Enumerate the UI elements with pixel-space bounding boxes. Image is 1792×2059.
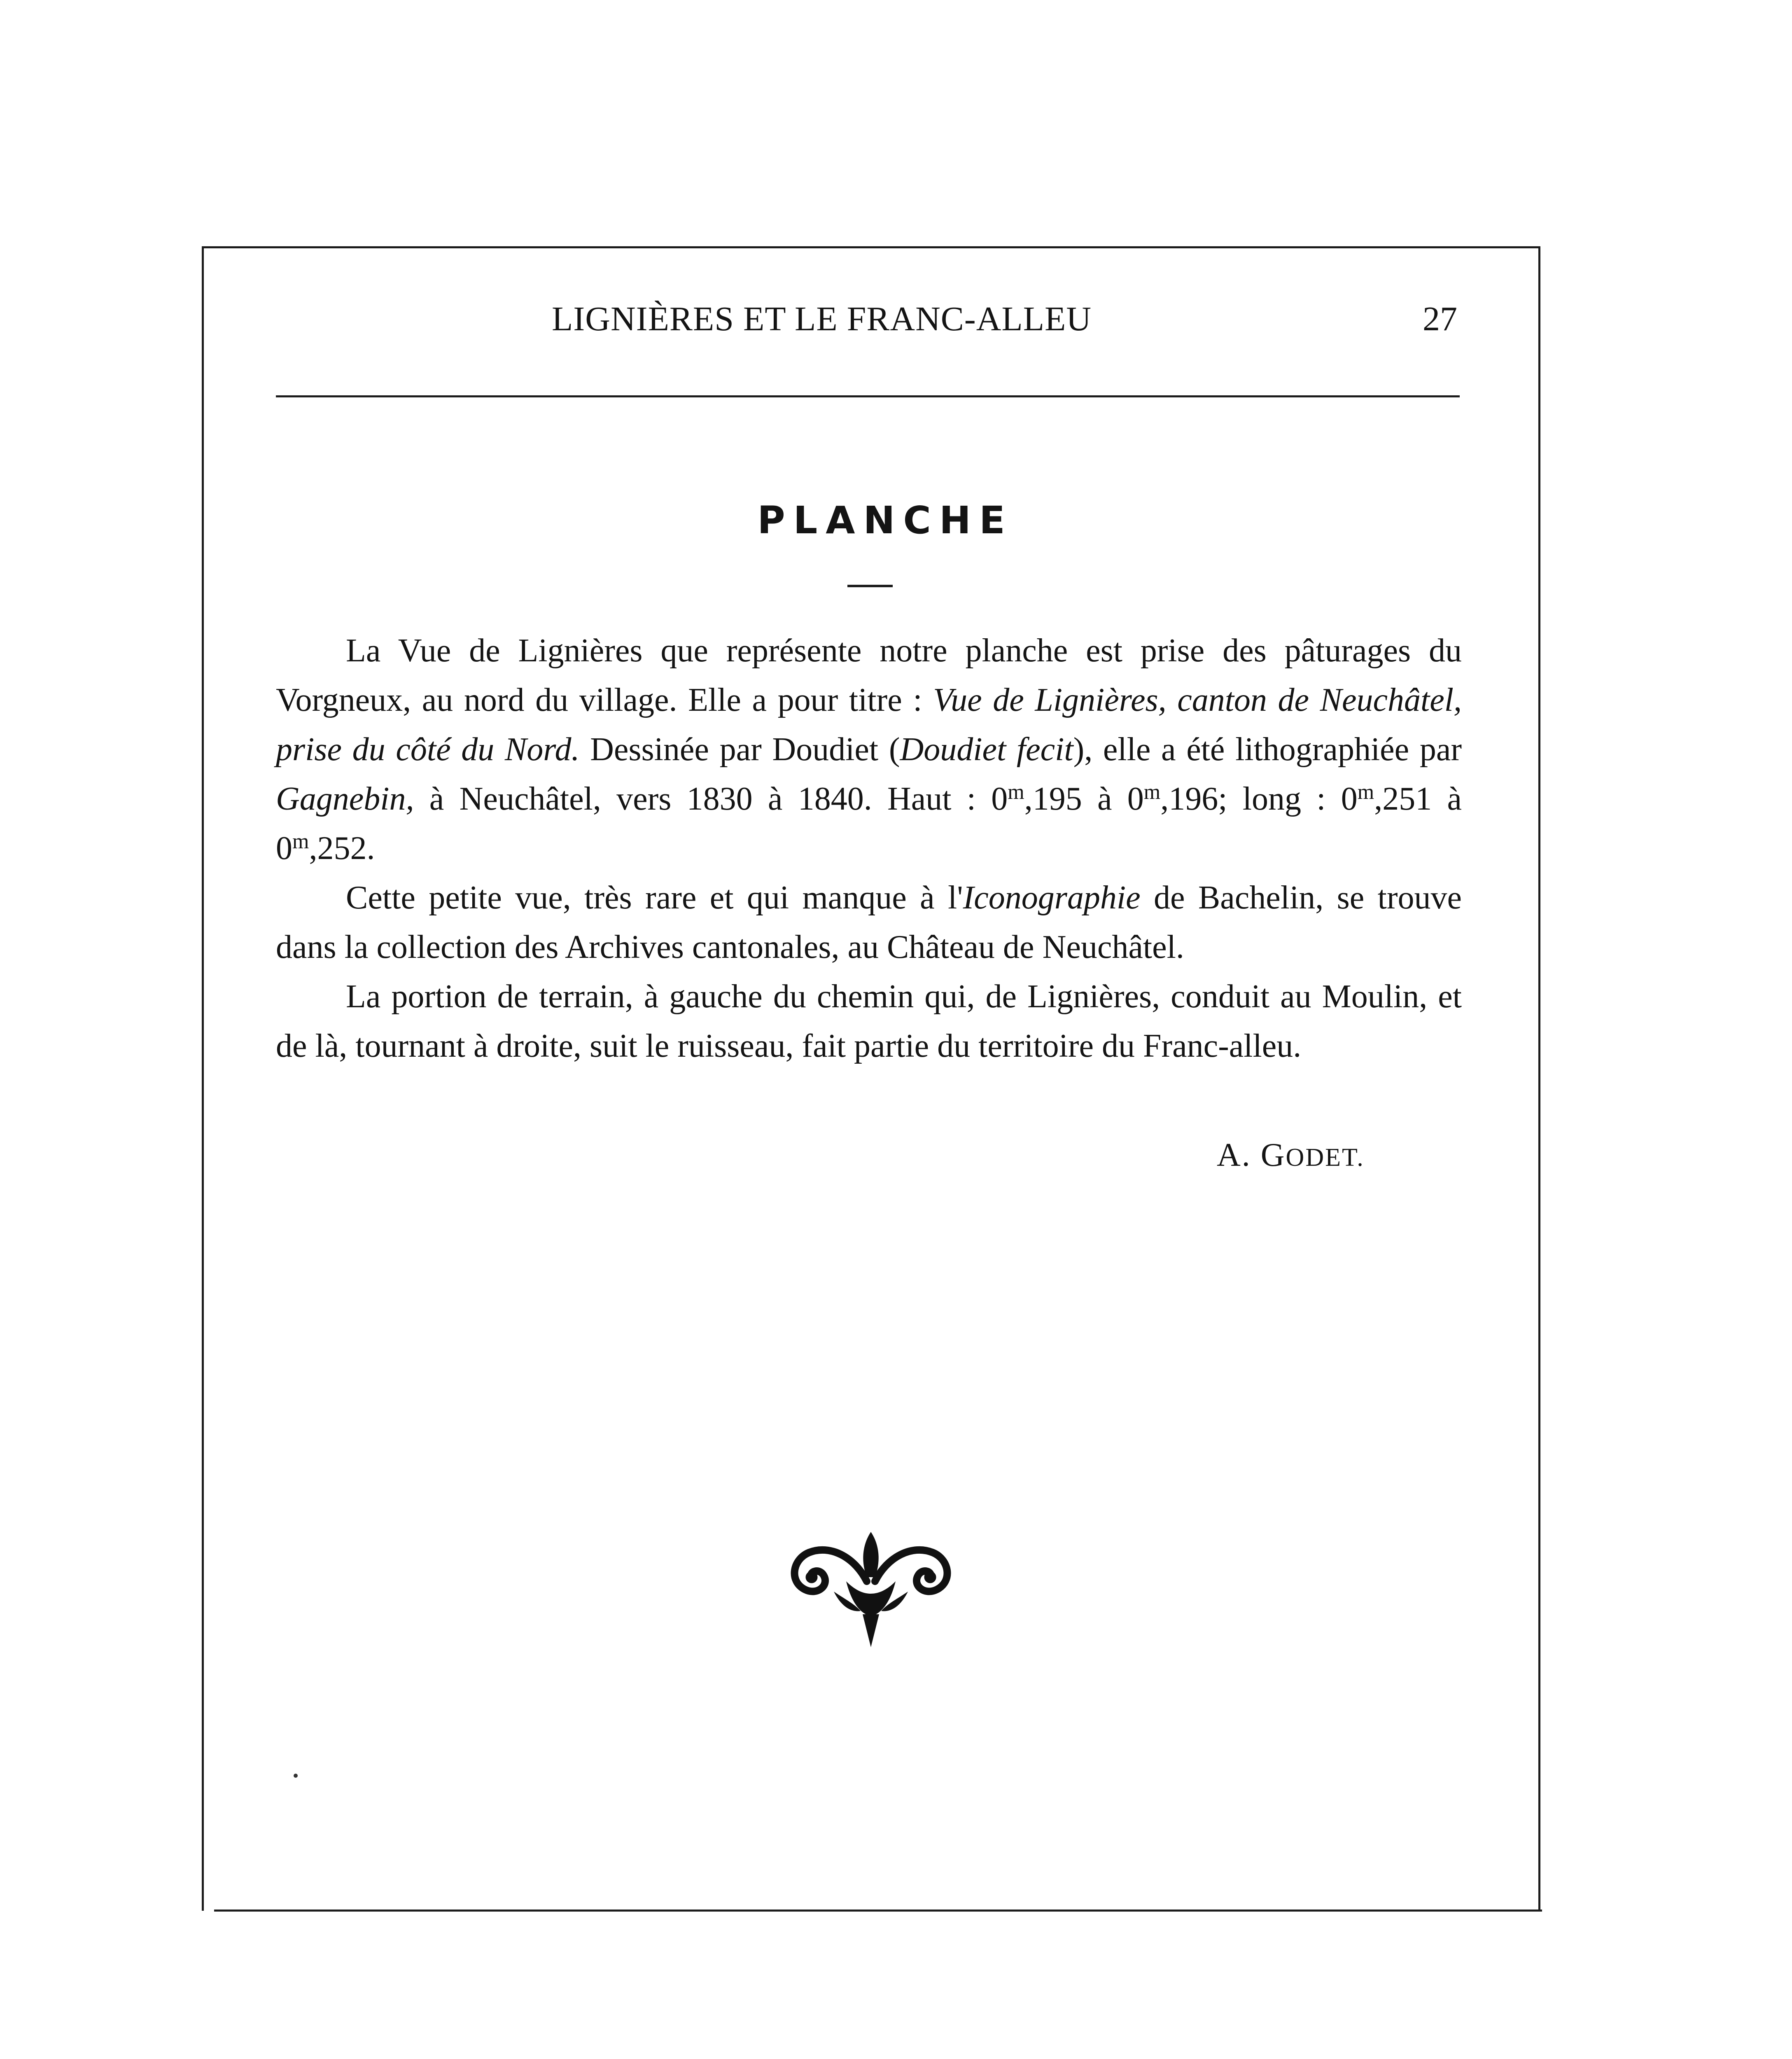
unit-superscript: m [292, 830, 309, 853]
text-run: ,195 à 0 [1024, 781, 1144, 817]
author-signature [1217, 1137, 1365, 1174]
header-rule [276, 395, 1460, 397]
page-frame-left [202, 246, 204, 1911]
text-run: ,251 à 0 [276, 781, 1462, 866]
body-text [276, 626, 1462, 1071]
unit-superscript: m [1357, 780, 1374, 804]
paragraph [276, 626, 1462, 873]
page-frame-bottom [214, 1910, 1542, 1912]
italic-run: Vue de Lignières, canton de Neuchâtel, prise du côté du Nord. [276, 682, 1462, 768]
fleuron-ornament-icon [784, 1520, 957, 1660]
unit-superscript: m [1008, 780, 1024, 804]
text-run: Cette petite vue, très rare et qui manque à l' [346, 880, 963, 916]
unit-superscript: m [1143, 780, 1161, 804]
text-run: ,196; long : 0 [1160, 781, 1358, 817]
italic-run: Doudiet fecit [900, 731, 1073, 768]
signature-initial: A. G [1217, 1137, 1286, 1173]
text-run: ,252. [309, 830, 375, 866]
page-number: 27 [1423, 300, 1457, 338]
text-run: à Neuchâtel, vers 1830 à 1840. Haut : 0 [414, 781, 1008, 817]
page-frame-top [202, 246, 1540, 248]
signature-surname: ODET. [1286, 1144, 1365, 1172]
text-run: La Vue de Lignières que représente notre planche est prise des pâturages du Vorgneux, au nord du village. Elle a pour titre : [276, 633, 1462, 718]
italic-run: Gagnebin, [276, 781, 414, 817]
text-run: Dessinée par Doudiet ( [579, 731, 900, 768]
running-head: LIGNIÈRES ET LE FRANC-ALLEU [552, 300, 1092, 338]
text-run: ), elle a été lithographiée par [1073, 731, 1462, 768]
page-frame-right [1538, 246, 1540, 1911]
italic-run: Iconographie [963, 880, 1141, 916]
stray-mark [294, 1774, 298, 1778]
paragraph [276, 873, 1462, 972]
text-run: La portion de terrain, à gauche du chemin qui, de Lignières, conduit au Moulin, et de là, tournant à droite, suit le ruisseau, fait partie du territoire du Franc-alleu. [276, 978, 1462, 1064]
section-title: PLANCHE [757, 498, 1013, 542]
paragraph [276, 972, 1462, 1071]
title-dash [847, 585, 893, 587]
text-run: de Bachelin, se trouve dans la collection des Archives cantonales, au Château de Neuchâtel. [276, 880, 1462, 965]
